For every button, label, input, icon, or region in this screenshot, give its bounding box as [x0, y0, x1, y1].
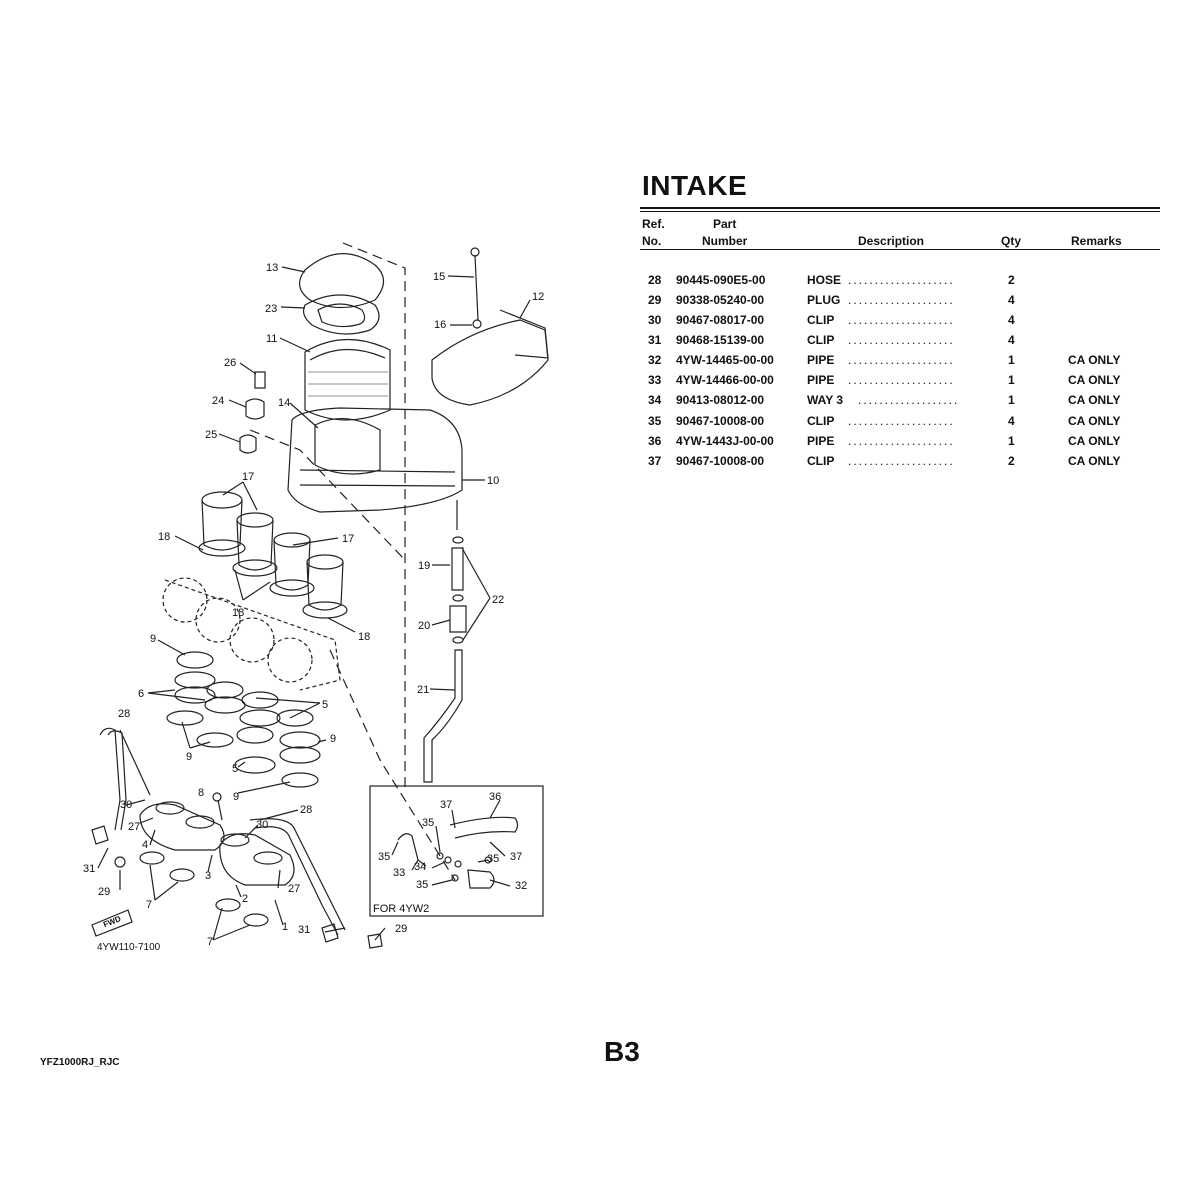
callout-37a: 37: [440, 799, 453, 811]
callout-4: 4: [142, 839, 149, 851]
header-remarks: Remarks: [1071, 234, 1122, 248]
table-row: [0, 313, 1200, 333]
ref-no: 31: [648, 333, 662, 347]
qty: 4: [1008, 414, 1015, 428]
header-qty: Qty: [1001, 234, 1022, 248]
leader-dots: ....................: [848, 414, 955, 428]
remarks: CA ONLY: [1068, 434, 1121, 448]
callout-28a: 28: [118, 708, 131, 720]
ref-no: 35: [648, 414, 662, 428]
callout-31a: 31: [83, 863, 96, 875]
remarks: CA ONLY: [1068, 353, 1121, 367]
ref-no: 33: [648, 373, 662, 387]
diagram-code: 4YW110-7100: [97, 942, 161, 953]
callout-11: 11: [266, 333, 278, 345]
remarks: CA ONLY: [1068, 414, 1121, 428]
header-rule-bottom: [640, 249, 1160, 250]
fwd-label: FWD: [102, 914, 123, 930]
qty: 1: [1008, 353, 1015, 367]
leader-dots: ....................: [848, 353, 955, 367]
callout-33: 33: [393, 867, 406, 879]
callout-16: 16: [434, 319, 447, 331]
table-row: [0, 373, 1200, 393]
inset-label: FOR 4YW2: [373, 903, 430, 915]
callout-18a: 18: [158, 531, 171, 543]
table-row: [0, 353, 1200, 373]
ref-no: 28: [648, 273, 662, 287]
part-number: 90467-10008-00: [676, 454, 765, 468]
ref-no: 32: [648, 353, 662, 367]
callout-13: 13: [266, 262, 279, 274]
qty: 1: [1008, 393, 1015, 407]
table-row: [0, 273, 1200, 293]
qty: 2: [1008, 454, 1015, 468]
leader-dots: ....................: [848, 454, 955, 468]
part-number: 90338-05240-00: [676, 293, 765, 307]
callout-35b: 35: [378, 851, 391, 863]
description: PLUG: [807, 293, 841, 307]
callout-1: 1: [282, 921, 289, 933]
qty: 4: [1008, 333, 1015, 347]
callout-24: 24: [212, 395, 225, 407]
callout-31b: 31: [298, 924, 311, 936]
callout-29b: 29: [395, 923, 408, 935]
callout-5a: 9: [330, 733, 337, 745]
part-number: 90467-08017-00: [676, 313, 765, 327]
part-number: 90445-090E5-00: [676, 273, 766, 287]
callout-32: 32: [515, 880, 528, 892]
page-title: INTAKE: [642, 170, 748, 201]
header-description: Description: [858, 234, 925, 248]
callout-25: 25: [205, 429, 218, 441]
part-number: 4YW-1443J-00-00: [676, 434, 774, 448]
callout-15: 15: [433, 271, 446, 283]
header-part-2: Number: [702, 234, 748, 248]
table-row: [0, 434, 1200, 454]
model-code: YFZ1000RJ_RJC: [40, 1057, 120, 1068]
leader-dots: ....................: [848, 293, 955, 307]
callout-26: 26: [224, 357, 237, 369]
table-row: [0, 414, 1200, 434]
callout-7b: 7: [207, 936, 214, 948]
callout-8: 8: [198, 787, 205, 799]
callout-35a: 35: [422, 817, 435, 829]
table-row: [0, 393, 1200, 413]
part-number: 90467-10008-00: [676, 414, 765, 428]
callout-14: 14: [278, 397, 291, 409]
part-number: 90413-08012-00: [676, 393, 765, 407]
ref-no: 30: [648, 313, 662, 327]
description: PIPE: [807, 373, 835, 387]
leader-dots: ....................: [848, 333, 955, 347]
callout-17b: 17: [342, 533, 355, 545]
callout-12: 12: [532, 291, 545, 303]
description: CLIP: [807, 313, 835, 327]
callout-21: 21: [417, 684, 430, 696]
leader-dots: ....................: [848, 273, 955, 287]
header-rule-top-thin: [640, 211, 1160, 212]
page-number: B3: [604, 1036, 640, 1067]
part-number: 90468-15139-00: [676, 333, 765, 347]
remarks: CA ONLY: [1068, 373, 1121, 387]
callout-9c: 5: [322, 699, 329, 711]
table-row: [0, 333, 1200, 353]
callout-35c: 35: [416, 879, 429, 891]
qty: 1: [1008, 434, 1015, 448]
callout-30a: 30: [120, 799, 133, 811]
table-row: [0, 454, 1200, 474]
header-rule-top: [640, 207, 1160, 209]
callout-9d: 9: [233, 791, 240, 803]
leader-dots: ....................: [848, 434, 955, 448]
qty: 2: [1008, 273, 1015, 287]
callout-27a: 27: [128, 821, 141, 833]
callout-5b: 5: [232, 763, 239, 775]
callout-2: 2: [242, 893, 249, 905]
callout-9a: 9: [150, 633, 157, 645]
callout-19: 19: [418, 560, 431, 572]
callout-23: 23: [265, 303, 278, 315]
callout-37b: 37: [510, 851, 523, 863]
callout-28b: 28: [300, 804, 313, 816]
leader-dots: ....................: [848, 373, 955, 387]
part-number: 4YW-14466-00-00: [676, 373, 774, 387]
callout-22: 22: [492, 594, 505, 606]
callout-34: 34: [414, 861, 427, 873]
header-ref-2: No.: [642, 234, 662, 248]
description: CLIP: [807, 454, 835, 468]
callout-29a: 29: [98, 886, 111, 898]
header-ref-1: Ref.: [642, 217, 665, 231]
ref-no: 37: [648, 454, 662, 468]
callout-7a: 7: [146, 899, 153, 911]
callout-36: 36: [489, 791, 502, 803]
qty: 1: [1008, 373, 1015, 387]
description: WAY 3: [807, 393, 844, 407]
description: CLIP: [807, 414, 835, 428]
description: HOSE: [807, 273, 842, 287]
remarks: CA ONLY: [1068, 454, 1121, 468]
description: PIPE: [807, 353, 835, 367]
callout-20: 20: [418, 620, 431, 632]
callout-35d: 35: [487, 853, 500, 865]
callout-6: 6: [138, 688, 145, 700]
description: CLIP: [807, 333, 835, 347]
table-row: [0, 293, 1200, 313]
leader-dots: ....................: [848, 313, 955, 327]
header-part-1: Part: [713, 217, 737, 231]
callout-18b: 18: [232, 607, 245, 619]
qty: 4: [1008, 293, 1015, 307]
callout-17a: 17: [242, 471, 255, 483]
callout-18c: 18: [358, 631, 371, 643]
callout-10: 10: [487, 475, 500, 487]
ref-no: 34: [648, 393, 662, 407]
part-number: 4YW-14465-00-00: [676, 353, 774, 367]
remarks: CA ONLY: [1068, 393, 1121, 407]
callout-3: 3: [205, 870, 212, 882]
ref-no: 36: [648, 434, 662, 448]
leader-dots: ...................: [858, 393, 960, 407]
callout-30b: 30: [256, 819, 269, 831]
qty: 4: [1008, 313, 1015, 327]
description: PIPE: [807, 434, 835, 448]
callout-9b: 9: [186, 751, 193, 763]
ref-no: 29: [648, 293, 662, 307]
callout-27b: 27: [288, 883, 301, 895]
